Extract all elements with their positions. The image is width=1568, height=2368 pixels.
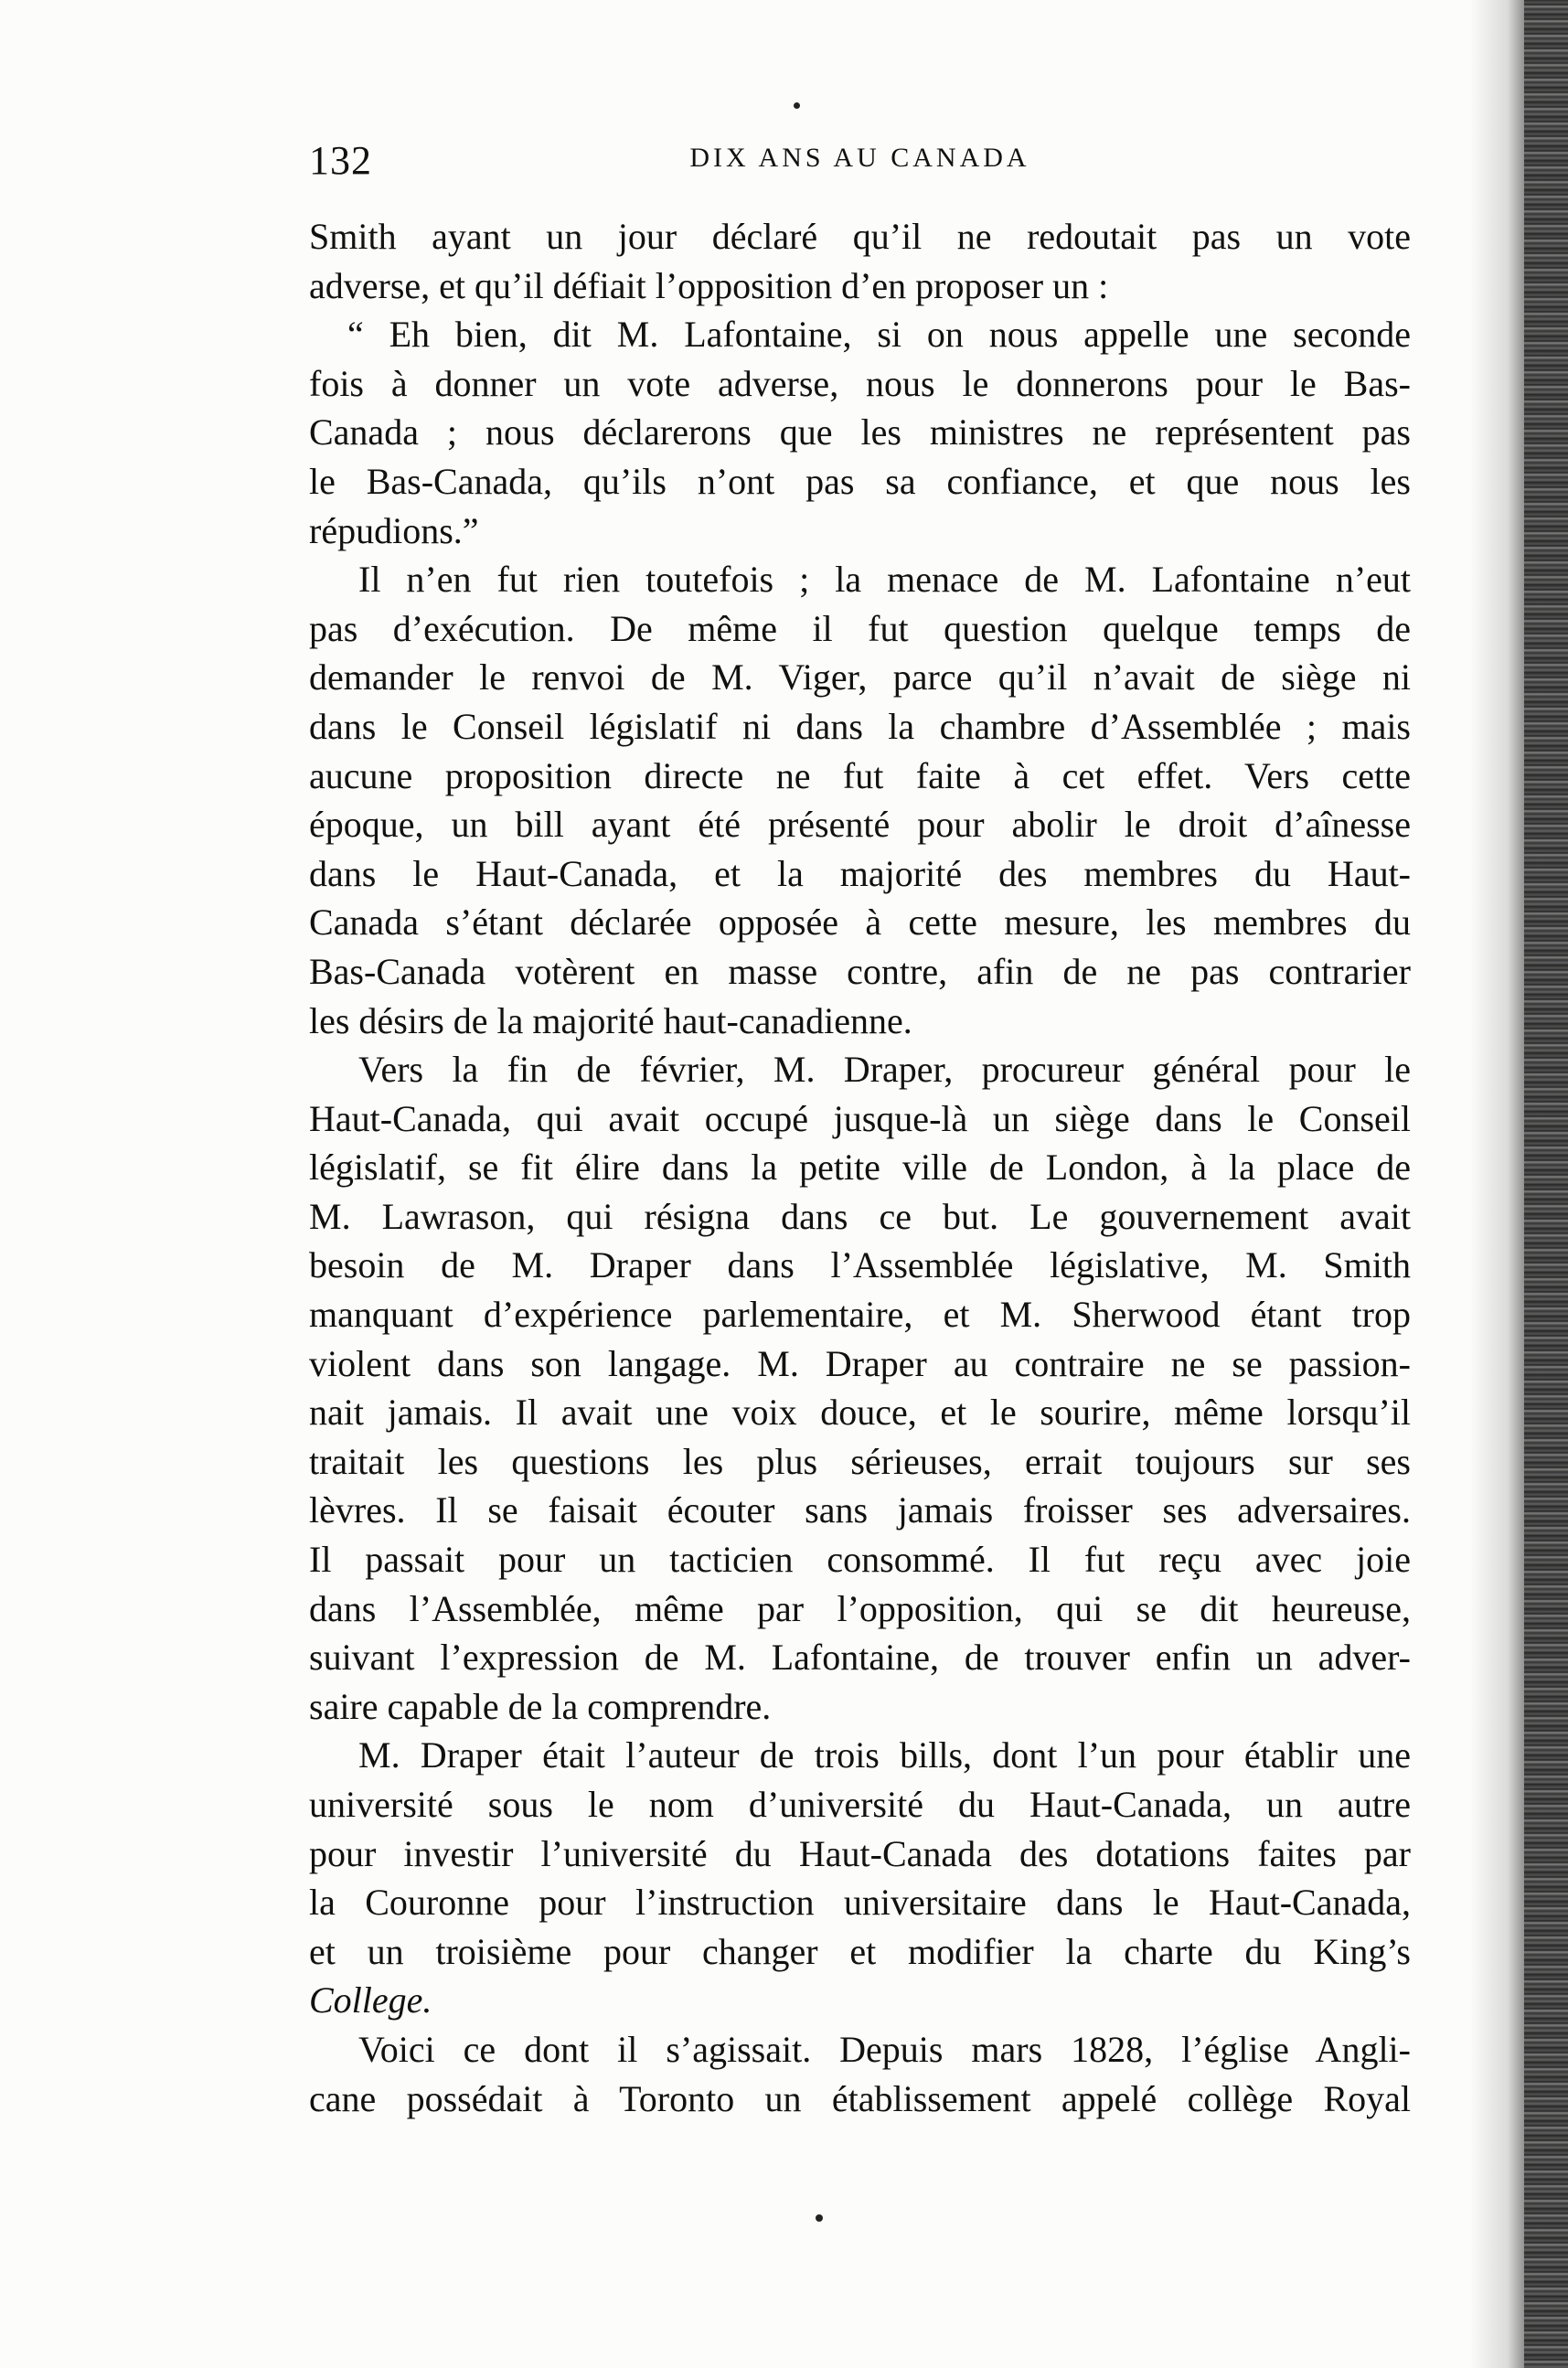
page-number: 132 xyxy=(309,138,372,183)
text-line: saire capable de la comprendre. xyxy=(309,1685,772,1727)
text-line: dans le Conseil législatif ni dans la chambre d’Assemblée ; mais xyxy=(309,705,1411,747)
text-line: époque, un bill ayant été présenté pour abolir le droit d’aînesse xyxy=(309,804,1411,846)
ink-speck xyxy=(816,2214,823,2222)
text-line: nait jamais. Il avait une voix douce, et le sourire, même lorsqu’il xyxy=(309,1392,1411,1434)
page-header xyxy=(309,137,1411,192)
text-line: Canada ; nous déclarerons que les ministres ne représentent pas xyxy=(309,411,1411,453)
text-line: manquant d’expérience parlementaire, et M. Sherwood étant trop xyxy=(309,1294,1411,1336)
text-line: le Bas-Canada, qu’ils n’ont pas sa confiance, et que nous les xyxy=(309,460,1411,502)
text-line: cane possédait à Toronto un établissement appelé collège Royal xyxy=(309,2077,1411,2119)
text-line: les désirs de la majorité haut-canadienne. xyxy=(309,999,912,1041)
text-line: traitait les questions les plus sérieuses, errait toujours sur ses xyxy=(309,1440,1411,1482)
text-line: suivant l’expression de M. Lafontaine, de trouver enfin un adver- xyxy=(309,1637,1411,1679)
text-line: Il passait pour un tacticien consommé. Il fut reçu avec joie xyxy=(309,1539,1411,1581)
text-line: Smith ayant un jour déclaré qu’il ne redoutait pas un vote xyxy=(309,216,1411,257)
text-line: pour investir l’université du Haut-Canada des dotations faites par xyxy=(309,1832,1411,1874)
text-line: College. xyxy=(309,1979,432,2021)
ink-speck xyxy=(794,102,800,109)
text-line: Canada s’étant déclarée opposée à cette mesure, les membres du xyxy=(309,901,1411,944)
text-line: aucune proposition directe ne fut faite à cet effet. Vers cette xyxy=(309,754,1411,796)
scan-edge-shadow xyxy=(1469,0,1524,2368)
text-line: “ Eh bien, dit M. Lafontaine, si on nous appelle une seconde xyxy=(347,314,1411,356)
text-line: Vers la fin de février, M. Draper, procureur général pour le xyxy=(358,1049,1411,1091)
text-line: et un troisième pour changer et modifier la charte du King’s xyxy=(309,1930,1411,1972)
text-line: dans le Haut-Canada, et la majorité des membres du Haut- xyxy=(309,852,1411,894)
text-line: législatif, se fit élire dans la petite ville de London, à la place de xyxy=(309,1147,1411,1189)
running-title: DIX ANS AU CANADA xyxy=(689,143,1030,173)
text-line: adverse, et qu’il défiait l’opposition d’en proposer un : xyxy=(309,264,1109,306)
text-line: fois à donner un vote adverse, nous le donnerons pour le Bas- xyxy=(309,362,1411,404)
text-line: université sous le nom d’université du Haut-Canada, un autre xyxy=(309,1784,1411,1825)
text-line: Haut-Canada, qui avait occupé jusque-là un siège dans le Conseil xyxy=(309,1097,1411,1139)
scan-edge xyxy=(1524,0,1568,2368)
text-line: demander le renvoi de M. Viger, parce qu’il n’avait de siège ni xyxy=(309,656,1411,699)
body-text xyxy=(309,212,1411,2123)
text-line: Voici ce dont il s’agissait. Depuis mars 1828, l’église Angli- xyxy=(358,2028,1411,2070)
text-line: lèvres. Il se faisait écouter sans jamais froisser ses adversaires. xyxy=(309,1489,1411,1531)
text-line: Il n’en fut rien toutefois ; la menace de M. Lafontaine n’eut xyxy=(358,559,1411,601)
text-line: la Couronne pour l’instruction universitaire dans le Haut-Canada, xyxy=(309,1882,1411,1924)
text-line: Bas-Canada votèrent en masse contre, afin de ne pas contrarier xyxy=(309,950,1411,992)
text-line: M. Lawrason, qui résigna dans ce but. Le gouvernement avait xyxy=(309,1195,1411,1237)
text-line: violent dans son langage. M. Draper au contraire ne se passion- xyxy=(309,1342,1411,1384)
text-line: M. Draper était l’auteur de trois bills, dont l’un pour établir une xyxy=(358,1734,1411,1776)
text-line: besoin de M. Draper dans l’Assemblée législative, M. Smith xyxy=(309,1244,1411,1286)
text-line: répudions.” xyxy=(309,509,479,551)
text-line: pas d’exécution. De même il fut question quelque temps de xyxy=(309,607,1411,649)
text-line: dans l’Assemblée, même par l’opposition, qui se dit heureuse, xyxy=(309,1587,1411,1629)
